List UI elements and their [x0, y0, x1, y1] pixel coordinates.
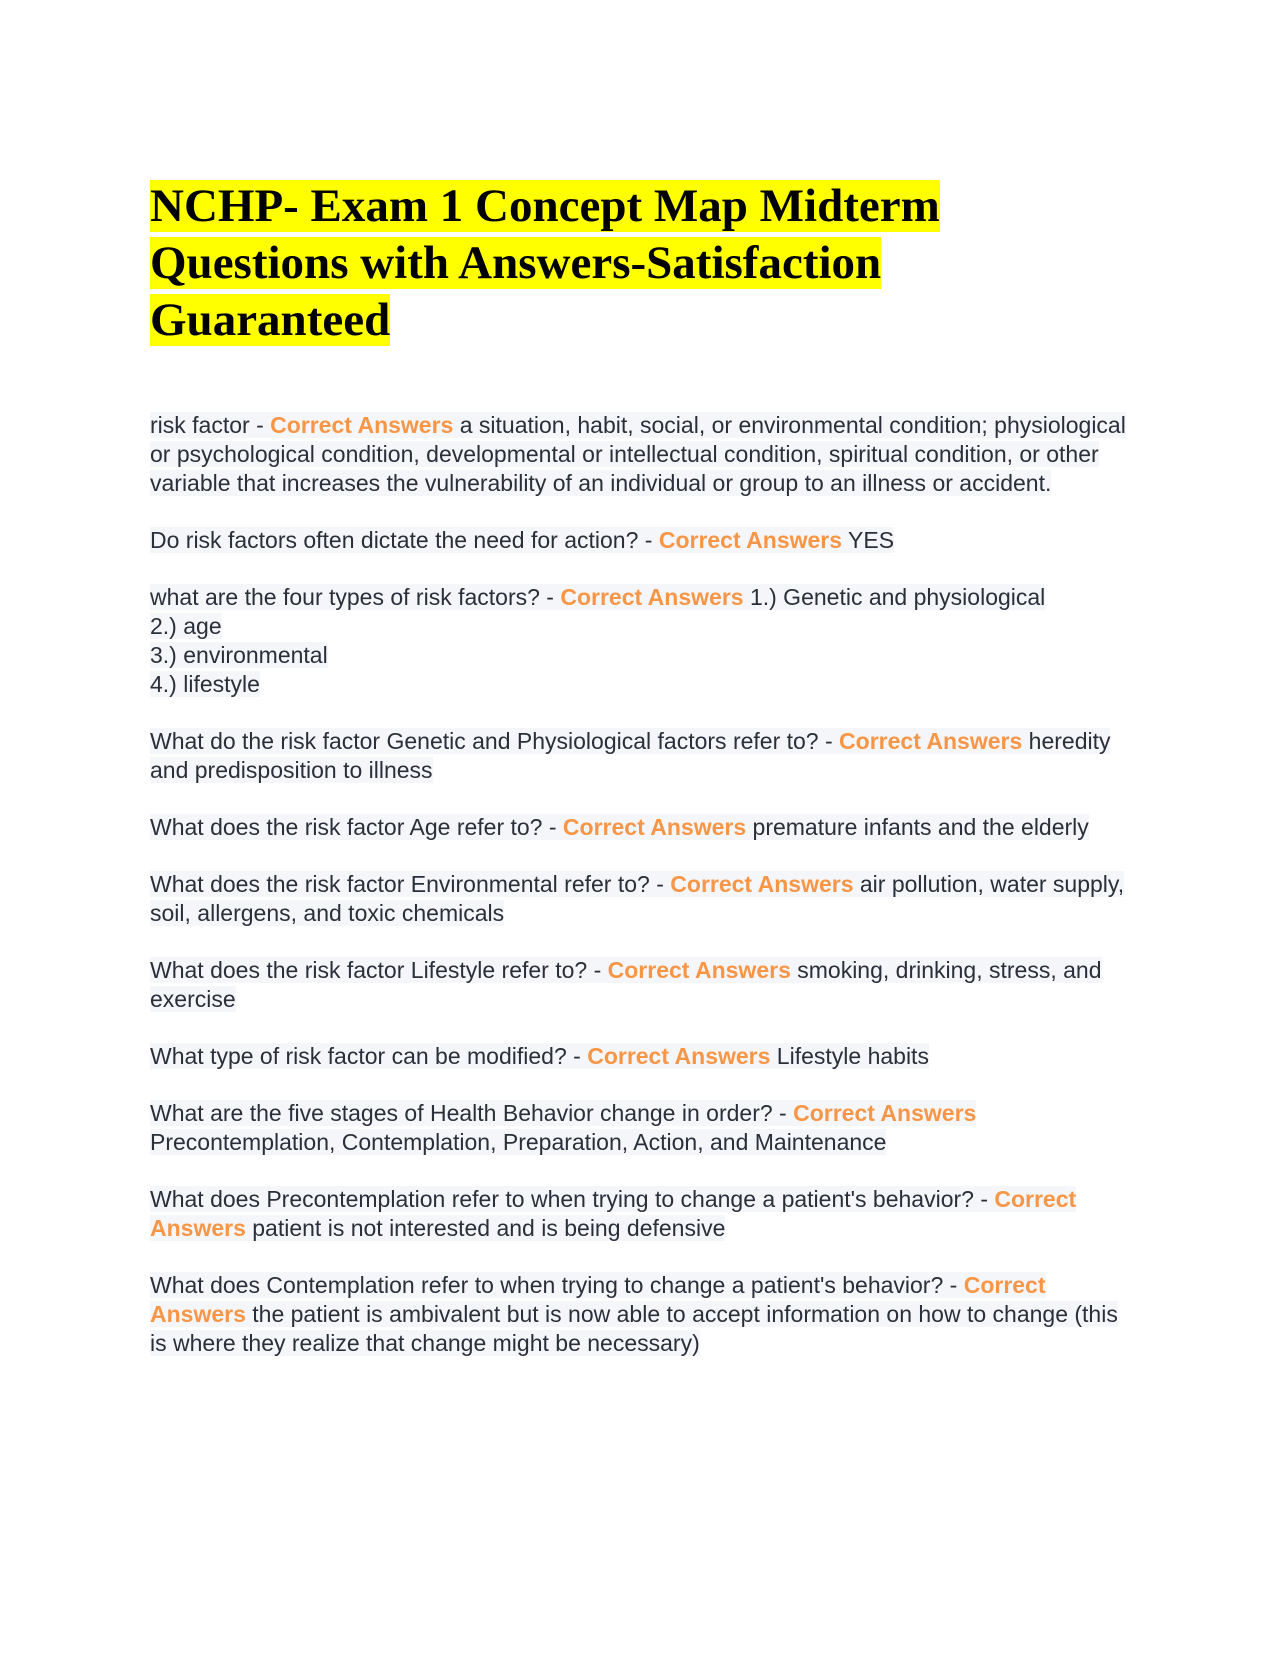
question: What does the risk factor Lifestyle refer to? - — [150, 957, 608, 983]
question: What does Contemplation refer to when trying to change a patient's behavior? - — [150, 1272, 964, 1298]
title-line: NCHP- Exam 1 Concept Map Midterm — [150, 180, 940, 232]
qa-item — [150, 583, 1140, 699]
answer: 1.) Genetic and physiological — [743, 584, 1046, 610]
qa-item — [150, 1042, 1140, 1071]
answer-label: Correct Answers — [150, 1272, 1046, 1327]
title-line: Guaranteed — [150, 294, 391, 346]
answer: Precontemplation, Contemplation, Preparation, Action, and Maintenance — [150, 1129, 887, 1155]
answer: Lifestyle habits — [770, 1043, 929, 1069]
answer-label: Correct Answers — [587, 1043, 771, 1069]
qa-item — [150, 870, 1140, 928]
question: What are the five stages of Health Behavior change in order? - — [150, 1100, 794, 1126]
qa-item — [150, 727, 1140, 785]
title-line: Questions with Answers-Satisfaction — [150, 237, 882, 289]
answer: patient is not interested and is being defensive — [245, 1215, 726, 1241]
qa-item — [150, 813, 1140, 842]
qa-item — [150, 411, 1140, 498]
question: What does Precontemplation refer to when trying to change a patient's behavior? - — [150, 1186, 995, 1212]
answer: the patient is ambivalent but is now able to accept information on how to change (this is where they realize that change might be necessary) — [150, 1301, 1118, 1356]
qa-item — [150, 1271, 1140, 1358]
question: what are the four types of risk factors? - — [150, 584, 561, 610]
answer: premature infants and the elderly — [746, 814, 1089, 840]
qa-item — [150, 526, 1140, 555]
document-title — [150, 178, 1140, 349]
answer: smoking, drinking, stress, and exercise — [150, 957, 1102, 1012]
answer-label: Correct Answers — [150, 1186, 1077, 1241]
answer: heredity and predisposition to illness — [150, 728, 1111, 783]
answer-label: Correct Answers — [670, 871, 854, 897]
document-page — [150, 178, 1140, 1386]
answer: YES — [842, 527, 895, 553]
answer-label: Correct Answers — [607, 957, 791, 983]
question: risk factor - — [150, 412, 271, 438]
answer-label: Correct Answers — [560, 584, 744, 610]
question: What does the risk factor Age refer to? - — [150, 814, 563, 840]
qa-item — [150, 1185, 1140, 1243]
answer-label: Correct Answers — [562, 814, 747, 840]
answer-label: Correct Answers — [658, 527, 843, 553]
answer-line: 2.) age — [150, 613, 222, 639]
answer-line: 3.) environmental — [150, 642, 328, 668]
answer-label: Correct Answers — [270, 412, 454, 438]
question: What does the risk factor Environmental refer to? - — [150, 871, 671, 897]
answer-label: Correct Answers — [793, 1100, 977, 1126]
question: Do risk factors often dictate the need for action? - — [150, 527, 659, 553]
question: What do the risk factor Genetic and Physiological factors refer to? - — [150, 728, 840, 754]
answer-line: 4.) lifestyle — [150, 671, 260, 697]
question: What type of risk factor can be modified? - — [150, 1043, 588, 1069]
qa-item — [150, 1099, 1140, 1157]
answer: air pollution, water supply, soil, allergens, and toxic chemicals — [150, 871, 1125, 926]
qa-item — [150, 956, 1140, 1014]
answer: a situation, habit, social, or environmental condition; physiological or psychological condition, developmental or intellectual condition, spiritual condition, or other variable that increases the vulnerability of an individual or group to an illness or accident. — [150, 412, 1126, 496]
answer-label: Correct Answers — [839, 728, 1023, 754]
